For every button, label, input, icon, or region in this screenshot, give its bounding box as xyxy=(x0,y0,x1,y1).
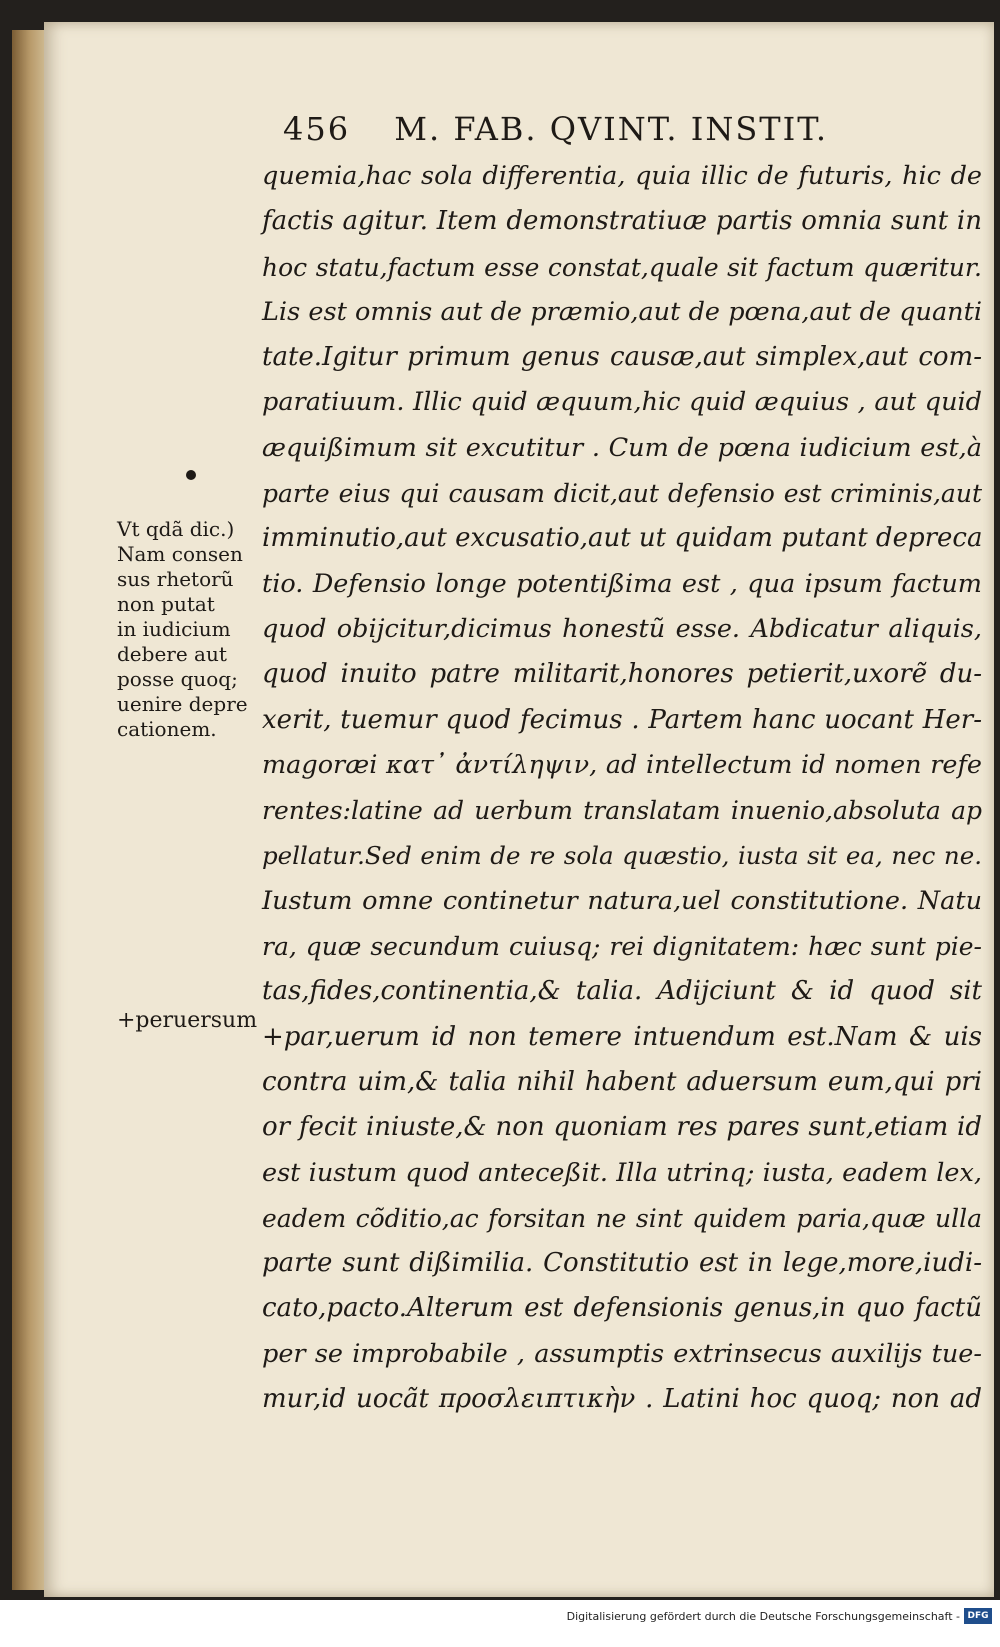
text-line: quod obijcitur,dicimus honestũ esse. Abdicatur aliquis, xyxy=(262,613,982,644)
text-line: xerit, tuemur quod fecimus . Partem hanc uocant Her- xyxy=(262,704,982,735)
margin-note-line: debere aut xyxy=(117,642,227,666)
margin-note-variant: +peruersum xyxy=(117,1008,258,1033)
text-line: or fecit iniuste,& non quoniam res pares sunt,etiam id xyxy=(262,1112,982,1143)
running-head xyxy=(283,110,923,150)
margin-note-line: uenire depre xyxy=(117,692,248,716)
text-line: parte sunt dißimilia. Constitutio est in lege,more,iudi- xyxy=(262,1248,982,1279)
body-text xyxy=(262,154,982,1422)
text-line: paratiuum. Illic quid æquum,hic quid æquius , aut quid xyxy=(262,387,982,418)
text-line: quod inuito patre militarit,honores petierit,uxorẽ du- xyxy=(262,659,982,690)
margin-note-line: posse quoq; xyxy=(117,667,238,691)
margin-note-line: cationem. xyxy=(117,717,217,741)
text-line: +par,uerum id non temere intuendum est.Nam & uis xyxy=(262,1021,982,1052)
page-number: 456 xyxy=(283,110,351,148)
text-line: Iustum omne continetur natura,uel constitutione. Natu xyxy=(262,885,982,916)
text-line: contra uim,& talia nihil habent aduersum eum,qui pri xyxy=(262,1066,982,1097)
footer-bar xyxy=(0,1600,1000,1647)
margin-note-line: in iudicium xyxy=(117,617,231,641)
margin-note xyxy=(117,517,272,742)
text-line: per se improbabile , assumptis extrinsecus auxilijs tue- xyxy=(262,1338,982,1369)
text-line: parte eius qui causam dicit,aut defensio est criminis,aut xyxy=(262,479,982,509)
text-line: tate.Igitur primum genus causæ,aut simplex,aut com- xyxy=(262,342,982,373)
text-line: rentes:latine ad uerbum translatam inuenio,absoluta ap xyxy=(262,796,982,826)
text-line: cato,pacto.Alterum est defensionis genus,in quo factũ xyxy=(262,1293,982,1324)
dfg-logo-icon: DFG xyxy=(964,1608,992,1624)
text-line: tio. Defensio longe potentißima est , qua ipsum factum xyxy=(262,568,982,599)
margin-note-line: Nam consen xyxy=(117,542,243,566)
text-line: æquißimum sit excutitur . Cum de pœna iudicium est,à xyxy=(262,432,982,463)
text-line: magoræi κατ᾽ ἀντίληψιν, ad intellectum id nomen refe xyxy=(262,749,982,780)
text-line: hoc statu,factum esse constat,quale sit factum quæritur. xyxy=(262,252,982,282)
text-line: quemia,hac sola differentia, quia illic de futuris, hic de xyxy=(262,161,982,191)
margin-bullet-icon xyxy=(186,470,196,480)
margin-note-line: sus rhetorũ xyxy=(117,567,234,591)
running-title: M. FAB. QVINT. INSTIT. xyxy=(394,110,829,148)
text-line: mur,id uocãt προσλειπτικὴν . Latini hoc quoq; non ad xyxy=(262,1384,982,1415)
margin-note-line: Vt qdã dic.) xyxy=(117,517,235,541)
text-line: tas,fides,continentia,& talia. Adijciunt & id quod sit xyxy=(262,976,982,1007)
text-line: pellatur.Sed enim de re sola quæstio, iusta sit ea, nec ne. xyxy=(262,841,982,871)
text-line: Lis est omnis aut de præmio,aut de pœna,aut de quanti xyxy=(262,296,982,327)
footer-credit: Digitalisierung gefördert durch die Deutsche Forschungsgemeinschaft - xyxy=(566,1610,960,1623)
margin-note-line: non putat xyxy=(117,592,215,616)
text-line: est iustum quod anteceßit. Illa utrinq; iusta, eadem lex, xyxy=(262,1157,982,1188)
text-line: ra, quæ secundum cuiusq; rei dignitatem: hæc sunt pie- xyxy=(262,932,982,962)
text-line: eadem cõditio,ac forsitan ne sint quidem paria,quæ ulla xyxy=(262,1203,982,1233)
text-line: imminutio,aut excusatio,aut ut quidam putant depreca xyxy=(262,523,983,554)
text-line: factis agitur. Item demonstratiuæ partis omnia sunt in xyxy=(262,206,982,237)
